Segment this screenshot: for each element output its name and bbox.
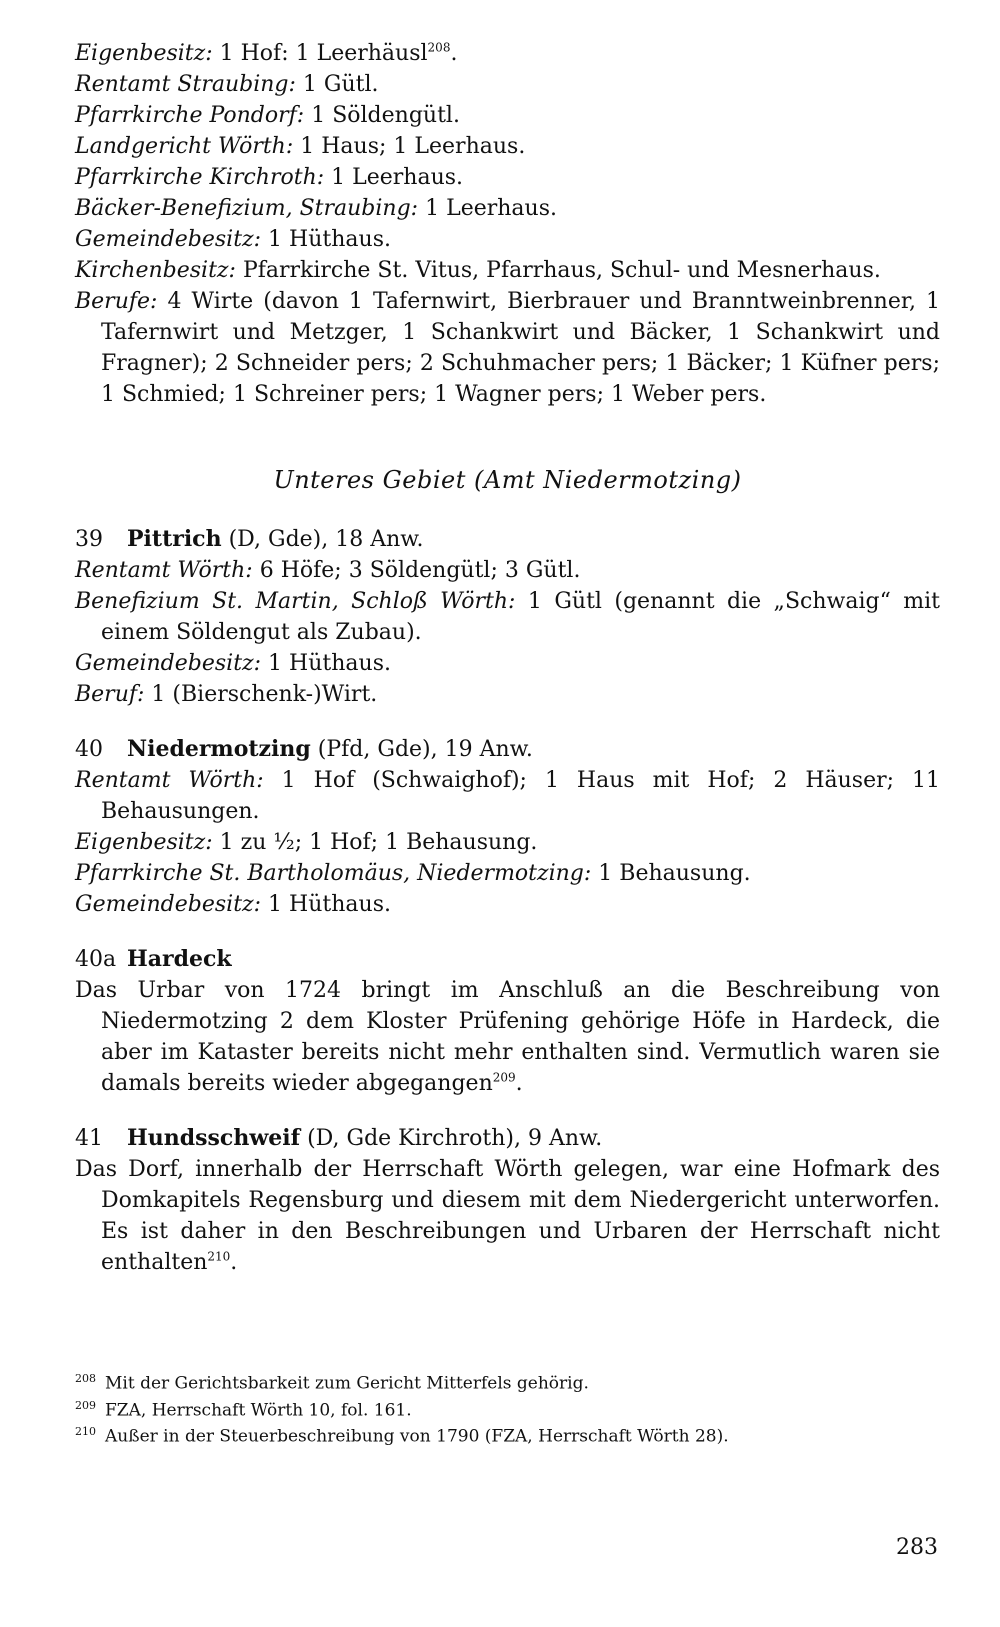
- entry-text: 1 Haus; 1 Leerhaus.: [293, 134, 526, 159]
- entry-text: 1 Behausung.: [591, 861, 751, 886]
- entry-text: 1 Leerhaus.: [324, 165, 464, 190]
- entry-label: Landgericht Wörth:: [75, 134, 294, 159]
- entry-text: 1 Gütl.: [295, 72, 379, 97]
- entry-label: Rentamt Wörth:: [75, 768, 264, 793]
- entry-text: 1 Hof (Schwaighof); 1 Haus mit Hof; 2 Häuser; 11 Behausungen.: [101, 768, 940, 824]
- entry-label: Pfarrkirche St. Bartholomäus, Niedermotzing:: [75, 861, 592, 886]
- footnote: [75, 1368, 940, 1395]
- entry-label: Pfarrkirche Kirchroth:: [75, 165, 325, 190]
- section-paragraph: Das Urbar von 1724 bringt im Anschluß an die Beschreibung von Niedermotzing 2 dem Kloster Prüfening gehörige Höfe in Hardeck, die aber im Kataster bereits nicht mehr enthalten sind. Vermutlich waren sie damals bereits wieder abgegangen$^{209}$.: [75, 978, 940, 1096]
- entry-line: [75, 586, 940, 648]
- section-heading: Unteres Gebiet (Amt Niedermotzing): [273, 466, 742, 494]
- entry-text: 1 Hüthaus.: [261, 651, 391, 676]
- entry-label: Berufe:: [75, 289, 158, 314]
- entry-label: Gemeindebesitz:: [75, 227, 262, 252]
- entry-text: 1 Gütl (genannt die „Schwaig“ mit einem Söldengut als Zubau).: [101, 589, 941, 645]
- entry-label: Eigenbesitz:: [75, 830, 213, 855]
- entry-line: [75, 100, 940, 131]
- section-name: Hundsschweif: [127, 1125, 301, 1151]
- top-entries: [75, 38, 940, 410]
- section-number: 40a: [75, 947, 117, 972]
- footnote-ref[interactable]: 210: [207, 1249, 231, 1264]
- entry-line: [75, 286, 940, 410]
- entry-text: 1 (Bierschenk-)Wirt.: [144, 682, 378, 707]
- entry-text: Pfarrkirche St. Vitus, Pfarrhaus, Schul- und Mesnerhaus.: [235, 258, 881, 283]
- section-number: 41: [75, 1126, 103, 1151]
- section-meta: (D, Gde), 18 Anw.: [221, 527, 424, 552]
- footnote-number: 208: [75, 1372, 96, 1385]
- entry-text: 1 Leerhaus.: [418, 196, 557, 221]
- section-number: 40: [75, 737, 103, 762]
- entry-text: 6 Höfe; 3 Söldengütl; 3 Gütl.: [252, 558, 581, 583]
- entry-label: Gemeindebesitz:: [75, 892, 262, 917]
- section-number: 39: [75, 527, 103, 552]
- section-40: [75, 734, 940, 920]
- entry-label: Rentamt Straubing:: [75, 72, 296, 97]
- footnote: [75, 1395, 940, 1422]
- footnote-text: FZA, Herrschaft Wörth 10, fol. 161.: [105, 1400, 412, 1421]
- section-name: Hardeck: [127, 946, 232, 972]
- entry-label: Benefizium St. Martin, Schloß Wörth:: [75, 589, 516, 614]
- entry-line: [75, 679, 940, 710]
- footnote-number: 209: [75, 1398, 96, 1412]
- entry-line: [75, 69, 940, 100]
- entry-label: Beruf:: [75, 682, 145, 707]
- entry-label: Bäcker-Benefizium, Straubing:: [75, 196, 419, 221]
- entry-line: [75, 224, 940, 255]
- section-41: [75, 1123, 940, 1278]
- entry-line: [75, 555, 940, 586]
- footnotes: [75, 1368, 940, 1448]
- entry-line: [75, 193, 940, 224]
- footnote: [75, 1421, 940, 1448]
- section-39: [75, 524, 940, 710]
- entry-line: [75, 648, 940, 679]
- entry-text: 1 zu ½; 1 Hof; 1 Behausung.: [212, 830, 538, 855]
- entry-line: [75, 765, 940, 827]
- section-meta: (Pfd, Gde), 19 Anw.: [310, 737, 533, 762]
- entry-label: Rentamt Wörth:: [75, 558, 253, 583]
- footnote-text: Außer in der Steuerbeschreibung von 1790 (FZA, Herrschaft Wörth 28).: [105, 1426, 729, 1447]
- entry-line: [75, 131, 940, 162]
- entry-text: 1 Hüthaus.: [261, 892, 391, 917]
- footnote-number: 210: [75, 1425, 96, 1439]
- entry-label: Gemeindebesitz:: [75, 651, 262, 676]
- entry-line: [75, 827, 940, 858]
- section-40a: [75, 944, 940, 1099]
- footnote-ref[interactable]: 208: [427, 40, 451, 55]
- entry-label: Kirchenbesitz:: [75, 258, 236, 283]
- entry-line: [75, 162, 940, 193]
- entry-text: 4 Wirte (davon 1 Tafernwirt, Bierbrauer und Branntweinbrenner, 1 Tafernwirt und Metzger, 1 Schankwirt und Bäcker, 1 Schankwirt und Fragner); 2 Schneider pers; 2 Schuhmacher pers; 1 Bäcker; 1 Küfner pers; 1 Schmied; 1 Schreiner pers; 1 Wagner pers; 1 Weber pers.: [101, 289, 940, 407]
- entry-text: 1 Söldengütl.: [304, 103, 460, 128]
- entry-label: Eigenbesitz:: [75, 41, 213, 66]
- entry-line: Eigenbesitz: 1 Hof: 1 Leerhäusl$^{208}$.: [75, 40, 458, 66]
- footnote-text: Mit der Gerichtsbarkeit zum Gericht Mitterfels gehörig.: [105, 1373, 589, 1394]
- section-meta: (D, Gde Kirchroth), 9 Anw.: [300, 1126, 603, 1151]
- entry-text: 1 Hof: 1 Leerhäusl: [212, 41, 428, 66]
- entry-label: Pfarrkirche Pondorf:: [75, 103, 305, 128]
- section-paragraph: Das Dorf, innerhalb der Herrschaft Wörth gelegen, war eine Hofmark des Domkapitels Regensburg und diesem mit dem Niedergericht unterworfen. Es ist daher in den Beschreibungen und Urbaren der Herrschaft nicht enthalten$^{210}$.: [75, 1157, 940, 1275]
- entry-line: [75, 858, 940, 889]
- section-name: Niedermotzing: [127, 736, 311, 762]
- page-number: 283: [896, 1535, 938, 1560]
- entry-line: [75, 255, 940, 286]
- entry-text: 1 Hüthaus.: [261, 227, 391, 252]
- entry-line: [75, 889, 940, 920]
- footnote-ref[interactable]: 209: [492, 1070, 516, 1085]
- section-name: Pittrich: [127, 526, 222, 552]
- page-body: [75, 38, 940, 1278]
